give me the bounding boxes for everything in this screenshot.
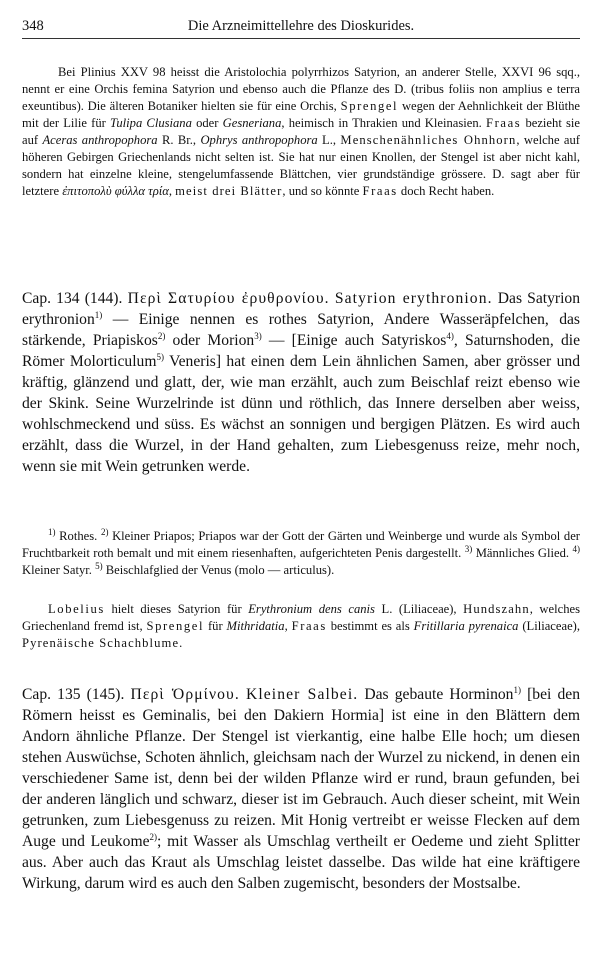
footnotes-134: $^{1)}$ Rothes. $^{2)}$ Kleiner Priapos; Priapos war der Gott der Gärten und Weinberge und wurde als Symbol der Fruchtbarkeit roth bemalt und mit einem riesenhaften, aufgerichteten Penis dargestellt. $^{3)}$ Männliches Glied. $^{4)}$ Kleiner Satyr. $^{5)}$ Beischlafglied der Venus (molo — articulus).	[22, 526, 580, 577]
chapter-134-paragraph: Cap. 134 (144). Περὶ Σατυρίου ἐρυθρονίου. Satyrion erythronion. Das Satyrion erythronion$^{1)}$ — Einige nennen es rothes Satyrion, Andere Wasseräpfelchen, das stärkende, Priapiskos$^{2)}$ oder Morion$^{3)}$ — [Einige auch Satyriskos$^{4)}$, Saturnshoden, die Römer Molorticulum$^{5)}$ Veneris] hat einen dem Lein ähnlichen Samen, aber grösser und kräftig, glänzend und glatt, der, wie man erzählt, auch zum Beischlaf reizt ebenso wie der Skink. Seine Wurzelrinde ist dünn und röthlich, das Innere derselben aber weiss, wohlschmeckend und süss. Es wächst an sonnigen und bergigen Plätzen. Es wird auch erzählt, dass die Wurzel, in der Hand gehalten, zum Liebesgenuss reize, mehr noch, wenn sie mit Wein getrunken werde.	[22, 290, 581, 475]
chapter-134-label: Cap. 134 (144).	[22, 290, 123, 307]
running-title: Die Arzneimittellehre des Dioskurides.	[187, 18, 415, 34]
chapter-135-label: Cap. 135 (145).	[22, 686, 125, 703]
intro-paragraph: Bei Plinius XXV 98 heisst die Aristolochia polyrrhizos Satyrion, an anderer Stelle, XXVI 96 sqq., nennt er eine Orchis femina Satyrion und ebenso auch die Pflanze des D. (tribus foliis non amplius e terra exeuntibus). Die älteren Botaniker hielten sie für eine Orchis, Sprengel wegen der Aehnlichkeit der Blüthe mit der Lilie für Tulipa Clusiana oder Gesneriana, heimisch in Thrakien und Kleinasien. Fraas bezieht sie auf Aceras anthropophora R. Br., Ophrys anthropophora L., Menschenähnliches Ohnhorn, welche auf höheren Gebirgen Griechenlands nicht selten ist. Sie hat nur einen Knollen, der Stengel ist aber nicht kahl, sondern hat einzelne kleine, stengelumfassende Blättchen, vier grundständige grössere. D. sagt aber für letztere ἐπιτοπολὺ φύλλα τρία, meist drei Blätter, und so könnte Fraas doch Recht haben.	[22, 65, 580, 198]
chapter-135-paragraph: Cap. 135 (145). Περὶ Ὁρμίνου. Kleiner Salbei. Das gebaute Horminon$^{1)}$ [bei den Römern heisst es Geminalis, bei den Dakiern Hormia] ist eine in den Blättern dem Andorn ähnliche Pflanze. Der Stengel ist vierkantig, eine halbe Elle hoch; um diesen stehen Auswüchse, Schoten ähnlich, gleichsam nach der Wurzel zu nickend, in denen ein verschiedener Same ist, denn bei der wilden Pflanze wird er rund, braun gefunden, bei der anderen länglich und schwarz, dieser ist im Gebrauch. Auch dieser scheint, mit Wein getrunken, zum Liebesgenuss zu reizen. Mit Honig vertreibt er weisse Flecken auf dem Auge und Leukome$^{2)}$; mit Wasser als Umschlag vertheilt er Oedeme und zieht Splitter aus. Aber auch das Kraut als Umschlag leistet dasselbe. Das wilde hat eine kräftigere Wirkung, darum wird es auch den Salben zugemischt, besonders der Mostsalbe.	[22, 684, 580, 892]
chapter-134-greek-title: Περὶ Σατυρίου ἐρυθρονίου.	[127, 290, 330, 307]
chapter-135-name: Kleiner Salbei.	[245, 686, 359, 703]
chapter-134-name: Satyrion erythronion.	[334, 290, 493, 307]
page-header	[22, 16, 580, 39]
lobelius-note: Lobelius hielt dieses Satyrion für Erythronium dens canis L. (Liliaceae), Hundszahn, welches Griechenland fremd ist, Sprengel für Mithridatia, Fraas bestimmt es als Fritillaria pyrenaica (Liliaceae), Pyrenäische Schachblume.	[22, 602, 581, 650]
page-number: 348	[22, 18, 44, 34]
chapter-135-greek-title: Περὶ Ὁρμίνου.	[130, 686, 240, 703]
